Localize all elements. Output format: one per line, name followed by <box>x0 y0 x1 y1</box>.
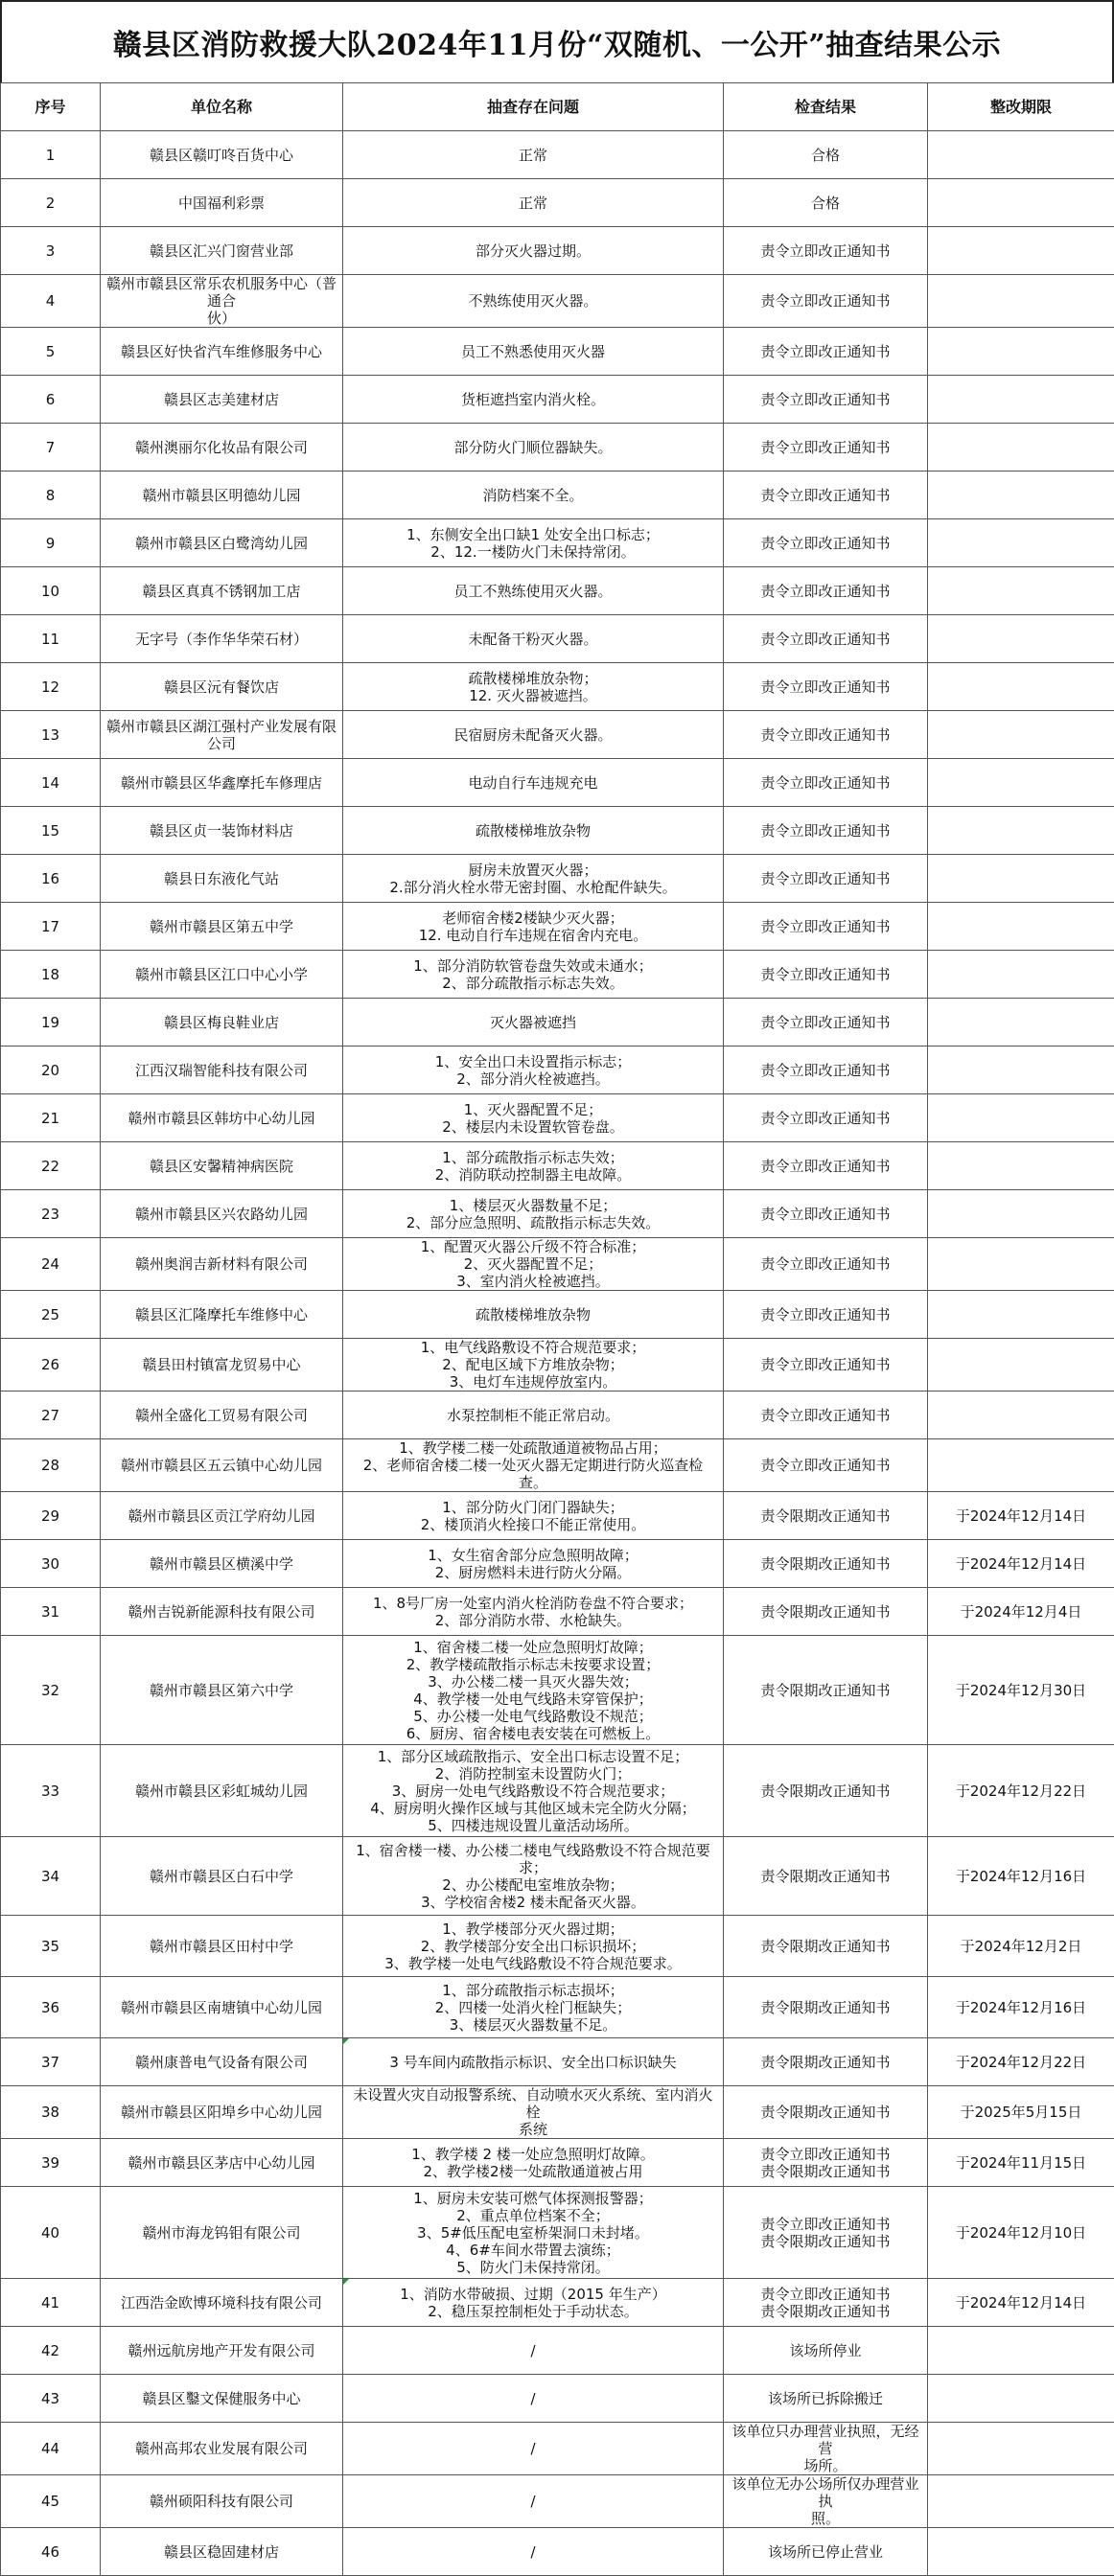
issue-text: 部分灭火器过期。 <box>343 227 724 275</box>
deadline-text: 于2024年12月2日 <box>928 1916 1114 1977</box>
unit-name: 赣州市赣县区贡江学府幼儿园 <box>101 1492 343 1540</box>
row-index: 41 <box>1 2279 101 2327</box>
row-index: 34 <box>1 1837 101 1916</box>
result-text: 该单位无办公场所仅办理营业执 照。 <box>724 2475 928 2528</box>
result-text: 责令限期改正通知书 <box>724 1492 928 1540</box>
deadline-text <box>928 131 1114 179</box>
unit-name: 江西浩金欧博环境科技有限公司 <box>101 2279 343 2327</box>
row-index: 19 <box>1 999 101 1046</box>
issue-text: 疏散楼梯堆放杂物 <box>343 807 724 855</box>
table-row <box>1 1745 1114 1837</box>
table-row <box>1 2327 1114 2375</box>
unit-name: 赣州市赣县区明德幼儿园 <box>101 472 343 519</box>
unit-name: 赣州市赣县区湖江强村产业发展有限公司 <box>101 711 343 759</box>
deadline-text <box>928 275 1114 328</box>
deadline-text <box>928 1046 1114 1094</box>
row-index: 18 <box>1 951 101 999</box>
deadline-text <box>928 759 1114 807</box>
deadline-text: 于2024年11月15日 <box>928 2139 1114 2187</box>
table-body <box>1 131 1114 2576</box>
result-text: 责令立即改正通知书 <box>724 519 928 567</box>
unit-name: 赣州奥润吉新材料有限公司 <box>101 1238 343 1291</box>
deadline-text <box>928 807 1114 855</box>
result-text: 责令立即改正通知书 <box>724 951 928 999</box>
unit-name: 赣县区梅良鞋业店 <box>101 999 343 1046</box>
table-row <box>1 472 1114 519</box>
row-index: 42 <box>1 2327 101 2375</box>
unit-name: 赣州高邦农业发展有限公司 <box>101 2423 343 2475</box>
deadline-text <box>928 424 1114 472</box>
table-row <box>1 1190 1114 1238</box>
issue-text: 消防档案不全。 <box>343 472 724 519</box>
issue-text: 1、厨房未安装可燃气体探测报警器； 2、重点单位档案不全； 3、5#低压配电室桥架洞口未封堵。 4、6#车间水带置去演练； 5、防火门未保持常闭。 <box>343 2187 724 2279</box>
row-index: 3 <box>1 227 101 275</box>
unit-name: 赣州市赣县区华鑫摩托车修理店 <box>101 759 343 807</box>
deadline-text <box>928 951 1114 999</box>
table-row <box>1 328 1114 376</box>
table-row <box>1 519 1114 567</box>
issue-text: 1、部分疏散指示标志损坏； 2、四楼一处消火栓门框缺失； 3、楼层灭火器数量不足。 <box>343 1977 724 2038</box>
table-row <box>1 179 1114 227</box>
result-text: 责令立即改正通知书 <box>724 903 928 951</box>
table-row <box>1 2038 1114 2086</box>
deadline-text <box>928 1238 1114 1291</box>
row-index: 33 <box>1 1745 101 1837</box>
table-row <box>1 855 1114 903</box>
result-text: 责令立即改正通知书 <box>724 1339 928 1392</box>
row-index: 4 <box>1 275 101 328</box>
table-row <box>1 615 1114 663</box>
issue-text: 正常 <box>343 131 724 179</box>
issue-text: 1、部分疏散指示标志失效； 2、消防联动控制器主电故障。 <box>343 1142 724 1190</box>
result-text: 责令立即改正通知书 <box>724 1142 928 1190</box>
result-text: 责令立即改正通知书 <box>724 1046 928 1094</box>
issue-text: 部分防火门顺位器缺失。 <box>343 424 724 472</box>
issue-text: 未设置火灾自动报警系统、自动喷水灭火系统、室内消火栓 系统 <box>343 2086 724 2139</box>
deadline-text <box>928 328 1114 376</box>
table-row <box>1 759 1114 807</box>
issue-text: 未配备干粉灭火器。 <box>343 615 724 663</box>
unit-name: 赣州市赣县区白鹭湾幼儿园 <box>101 519 343 567</box>
deadline-text <box>928 1291 1114 1339</box>
issue-text: 电动自行车违规充电 <box>343 759 724 807</box>
row-index: 5 <box>1 328 101 376</box>
unit-name: 赣州市赣县区第五中学 <box>101 903 343 951</box>
table-row <box>1 1142 1114 1190</box>
deadline-text <box>928 1142 1114 1190</box>
table-row <box>1 1916 1114 1977</box>
header-deadline: 整改期限 <box>928 83 1114 131</box>
result-text: 责令立即改正通知书 <box>724 1291 928 1339</box>
header-unit-name: 单位名称 <box>101 83 343 131</box>
table-row <box>1 1094 1114 1142</box>
row-index: 1 <box>1 131 101 179</box>
unit-name: 赣县区汇兴门窗营业部 <box>101 227 343 275</box>
deadline-text <box>928 376 1114 424</box>
result-text: 该场所已拆除搬迁 <box>724 2375 928 2423</box>
issue-text: 1、部分防火门闭门器缺失； 2、楼顶消火栓接口不能正常使用。 <box>343 1492 724 1540</box>
table-row <box>1 1291 1114 1339</box>
issue-text: 疏散楼梯堆放杂物； 12. 灭火器被遮挡。 <box>343 663 724 711</box>
row-index: 39 <box>1 2139 101 2187</box>
issue-text: 疏散楼梯堆放杂物 <box>343 1291 724 1339</box>
deadline-text <box>928 903 1114 951</box>
issue-text: 员工不熟练使用灭火器。 <box>343 567 724 615</box>
deadline-text <box>928 2375 1114 2423</box>
row-index: 35 <box>1 1916 101 1977</box>
result-text: 责令立即改正通知书 <box>724 1190 928 1238</box>
result-text: 责令立即改正通知书 <box>724 275 928 328</box>
deadline-text <box>928 2528 1114 2576</box>
unit-name: 赣县区汇隆摩托车维修中心 <box>101 1291 343 1339</box>
issue-text: 1、女生宿舍部分应急照明故障； 2、厨房燃料未进行防火分隔。 <box>343 1540 724 1588</box>
row-index: 40 <box>1 2187 101 2279</box>
row-index: 25 <box>1 1291 101 1339</box>
result-text: 责令立即改正通知书 <box>724 1094 928 1142</box>
issue-text: 水泵控制柜不能正常启动。 <box>343 1392 724 1439</box>
table-row <box>1 1392 1114 1439</box>
result-text: 责令立即改正通知书 <box>724 227 928 275</box>
row-index: 27 <box>1 1392 101 1439</box>
unit-name: 赣州吉锐新能源科技有限公司 <box>101 1588 343 1636</box>
deadline-text: 于2025年5月15日 <box>928 2086 1114 2139</box>
issue-text: / <box>343 2327 724 2375</box>
result-text: 该场所已停止营业 <box>724 2528 928 2576</box>
table-row <box>1 2423 1114 2475</box>
result-text: 责令限期改正通知书 <box>724 1636 928 1745</box>
issue-text: 1、宿舍楼一楼、办公楼二楼电气线路敷设不符合规范要 求； 2、办公楼配电室堆放杂物； 3、学校宿舍楼2 楼未配备灭火器。 <box>343 1837 724 1916</box>
deadline-text: 于2024年12月14日 <box>928 2279 1114 2327</box>
row-index: 6 <box>1 376 101 424</box>
row-index: 17 <box>1 903 101 951</box>
table-row <box>1 131 1114 179</box>
unit-name: 赣州市赣县区南塘镇中心幼儿园 <box>101 1977 343 2038</box>
unit-name: 赣县区志美建材店 <box>101 376 343 424</box>
unit-name: 赣州市海龙钨钼有限公司 <box>101 2187 343 2279</box>
result-text: 该场所停业 <box>724 2327 928 2375</box>
result-text: 责令立即改正通知书 责令限期改正通知书 <box>724 2187 928 2279</box>
deadline-text <box>928 615 1114 663</box>
result-text: 责令限期改正通知书 <box>724 2086 928 2139</box>
deadline-text <box>928 1190 1114 1238</box>
table-row <box>1 2528 1114 2576</box>
result-text: 责令立即改正通知书 <box>724 759 928 807</box>
table-row <box>1 275 1114 328</box>
result-text: 责令立即改正通知书 <box>724 999 928 1046</box>
deadline-text: 于2024年12月16日 <box>928 1977 1114 2038</box>
result-text: 责令限期改正通知书 <box>724 1588 928 1636</box>
table-row <box>1 663 1114 711</box>
issue-text: 1、8号厂房一处室内消火栓消防卷盘不符合要求； 2、部分消防水带、水枪缺失。 <box>343 1588 724 1636</box>
result-text: 责令立即改正通知书 <box>724 567 928 615</box>
row-index: 16 <box>1 855 101 903</box>
row-index: 45 <box>1 2475 101 2528</box>
issue-text: 1、灭火器配置不足； 2、楼层内未设置软管卷盘。 <box>343 1094 724 1142</box>
table-row <box>1 1837 1114 1916</box>
unit-name: 赣州远航房地产开发有限公司 <box>101 2327 343 2375</box>
table-row <box>1 999 1114 1046</box>
result-text: 责令限期改正通知书 <box>724 2038 928 2086</box>
result-text: 责令立即改正通知书 <box>724 1439 928 1492</box>
row-index: 44 <box>1 2423 101 2475</box>
row-index: 43 <box>1 2375 101 2423</box>
deadline-text <box>928 227 1114 275</box>
table-row <box>1 1046 1114 1094</box>
table-row <box>1 1977 1114 2038</box>
table-row <box>1 2375 1114 2423</box>
unit-name: 赣县区稳固建材店 <box>101 2528 343 2576</box>
table-row <box>1 711 1114 759</box>
table-row <box>1 951 1114 999</box>
row-index: 38 <box>1 2086 101 2139</box>
unit-name: 赣州市赣县区五云镇中心幼儿园 <box>101 1439 343 1492</box>
row-index: 7 <box>1 424 101 472</box>
issue-text: 1、宿舍楼二楼一处应急照明灯故障； 2、教学楼疏散指示标志未按要求设置； 3、办公楼二楼一具灭火器失效； 4、教学楼一处电气线路未穿管保护； 5、办公楼一处电气线路敷设不规范； 6、厨房、宿舍楼电表安装在可燃板上。 <box>343 1636 724 1745</box>
table-row <box>1 1540 1114 1588</box>
unit-name: 赣县区真真不锈钢加工店 <box>101 567 343 615</box>
issue-text: 1、电气线路敷设不符合规范要求； 2、配电区域下方堆放杂物； 3、电灯车违规停放室内。 <box>343 1339 724 1392</box>
result-text: 责令立即改正通知书 <box>724 615 928 663</box>
row-index: 2 <box>1 179 101 227</box>
unit-name: 赣州市赣县区田村中学 <box>101 1916 343 1977</box>
row-index: 21 <box>1 1094 101 1142</box>
unit-name: 赣州市赣县区兴农路幼儿园 <box>101 1190 343 1238</box>
unit-name: 赣县区赣叮咚百货中心 <box>101 131 343 179</box>
result-text: 责令立即改正通知书 <box>724 376 928 424</box>
row-index: 46 <box>1 2528 101 2576</box>
issue-text: 1、安全出口未设置指示标志； 2、部分消火栓被遮挡。 <box>343 1046 724 1094</box>
row-index: 12 <box>1 663 101 711</box>
issue-text: 不熟练使用灭火器。 <box>343 275 724 328</box>
deadline-text <box>928 519 1114 567</box>
unit-name: 赣州市赣县区韩坊中心幼儿园 <box>101 1094 343 1142</box>
row-index: 22 <box>1 1142 101 1190</box>
row-index: 9 <box>1 519 101 567</box>
unit-name: 赣县区贞一装饰材料店 <box>101 807 343 855</box>
unit-name: 赣州硕阳科技有限公司 <box>101 2475 343 2528</box>
unit-name: 赣州市赣县区阳埠乡中心幼儿园 <box>101 2086 343 2139</box>
row-index: 28 <box>1 1439 101 1492</box>
header-row <box>1 83 1114 131</box>
issue-text: 厨房未放置灭火器； 2.部分消火栓水带无密封圈、水枪配件缺失。 <box>343 855 724 903</box>
deadline-text: 于2024年12月10日 <box>928 2187 1114 2279</box>
unit-name: 赣州全盛化工贸易有限公司 <box>101 1392 343 1439</box>
deadline-text <box>928 1339 1114 1392</box>
unit-name: 赣县区安馨精神病医院 <box>101 1142 343 1190</box>
issue-text: 1、楼层灭火器数量不足； 2、部分应急照明、疏散指示标志失效。 <box>343 1190 724 1238</box>
row-index: 26 <box>1 1339 101 1392</box>
table-row <box>1 2279 1114 2327</box>
unit-name: 赣县区鑿文保健服务中心 <box>101 2375 343 2423</box>
result-text: 该单位只办理营业执照，无经营 场所。 <box>724 2423 928 2475</box>
issue-text: 货柜遮挡室内消火栓。 <box>343 376 724 424</box>
deadline-text: 于2024年12月14日 <box>928 1540 1114 1588</box>
deadline-text <box>928 855 1114 903</box>
row-index: 32 <box>1 1636 101 1745</box>
unit-name: 赣州康普电气设备有限公司 <box>101 2038 343 2086</box>
result-text: 责令立即改正通知书 <box>724 711 928 759</box>
row-index: 14 <box>1 759 101 807</box>
issue-text: / <box>343 2475 724 2528</box>
unit-name: 赣州市赣县区常乐农机服务中心（普通合 伙） <box>101 275 343 328</box>
result-text: 责令立即改正通知书 <box>724 663 928 711</box>
table-row <box>1 424 1114 472</box>
table-row <box>1 903 1114 951</box>
page-title: 赣县区消防救援大队2024年11月份“双随机、一公开”抽查结果公示 <box>0 0 1114 82</box>
table-row <box>1 376 1114 424</box>
issue-text: 1、东侧安全出口缺1 处安全出口标志； 2、12.一楼防火门未保持常闭。 <box>343 519 724 567</box>
row-index: 11 <box>1 615 101 663</box>
deadline-text: 于2024年12月30日 <box>928 1636 1114 1745</box>
row-index: 8 <box>1 472 101 519</box>
deadline-text <box>928 663 1114 711</box>
row-index: 30 <box>1 1540 101 1588</box>
unit-name: 赣县区沅有餐饮店 <box>101 663 343 711</box>
table-row <box>1 1636 1114 1745</box>
unit-name: 无字号（李作华华荣石材） <box>101 615 343 663</box>
table-row <box>1 1588 1114 1636</box>
row-index: 23 <box>1 1190 101 1238</box>
unit-name: 赣县田村镇富龙贸易中心 <box>101 1339 343 1392</box>
result-text: 责令立即改正通知书 责令限期改正通知书 <box>724 2139 928 2187</box>
result-text: 责令限期改正通知书 <box>724 1977 928 2038</box>
issue-text: 1、部分消防软管卷盘失效或未通水； 2、部分疏散指示标志失效。 <box>343 951 724 999</box>
row-index: 13 <box>1 711 101 759</box>
result-text: 责令限期改正通知书 <box>724 1745 928 1837</box>
table-row <box>1 1439 1114 1492</box>
deadline-text <box>928 567 1114 615</box>
row-index: 24 <box>1 1238 101 1291</box>
unit-name: 赣县日东液化气站 <box>101 855 343 903</box>
deadline-text <box>928 2423 1114 2475</box>
deadline-text: 于2024年12月22日 <box>928 2038 1114 2086</box>
issue-text: / <box>343 2375 724 2423</box>
deadline-text <box>928 472 1114 519</box>
unit-name: 江西汉瑞智能科技有限公司 <box>101 1046 343 1094</box>
table-row <box>1 807 1114 855</box>
row-index: 10 <box>1 567 101 615</box>
header-issues: 抽查存在问题 <box>343 83 724 131</box>
result-text: 责令立即改正通知书 <box>724 807 928 855</box>
result-text: 责令立即改正通知书 <box>724 855 928 903</box>
inspection-table <box>0 82 1114 2576</box>
issue-text: / <box>343 2528 724 2576</box>
result-text: 责令立即改正通知书 <box>724 424 928 472</box>
issue-text: 1、配置灭火器公斤级不符合标准； 2、灭火器配置不足； 3、室内消火栓被遮挡。 <box>343 1238 724 1291</box>
unit-name: 赣州市赣县区茅店中心幼儿园 <box>101 2139 343 2187</box>
result-text: 责令立即改正通知书 <box>724 472 928 519</box>
deadline-text <box>928 999 1114 1046</box>
result-text: 责令立即改正通知书 <box>724 328 928 376</box>
deadline-text: 于2024年12月22日 <box>928 1745 1114 1837</box>
unit-name: 赣州澳丽尔化妆品有限公司 <box>101 424 343 472</box>
deadline-text: 于2024年12月16日 <box>928 1837 1114 1916</box>
issue-text: 3 号车间内疏散指示标识、安全出口标识缺失 <box>343 2038 724 2086</box>
unit-name: 赣县区好快省汽车维修服务中心 <box>101 328 343 376</box>
issue-text: 1、教学楼 2 楼一处应急照明灯故障。 2、教学楼2楼一处疏散通道被占用 <box>343 2139 724 2187</box>
row-index: 20 <box>1 1046 101 1094</box>
issue-text: 正常 <box>343 179 724 227</box>
issue-text: 灭火器被遮挡 <box>343 999 724 1046</box>
result-text: 合格 <box>724 131 928 179</box>
deadline-text: 于2024年12月4日 <box>928 1588 1114 1636</box>
deadline-text <box>928 711 1114 759</box>
issue-text: 1、教学楼二楼一处疏散通道被物品占用； 2、老师宿舍楼二楼一处灭火器无定期进行防火巡查检查。 <box>343 1439 724 1492</box>
table-row <box>1 1238 1114 1291</box>
issue-text: / <box>343 2423 724 2475</box>
unit-name: 赣州市赣县区第六中学 <box>101 1636 343 1745</box>
result-text: 责令限期改正通知书 <box>724 1540 928 1588</box>
table-row <box>1 2475 1114 2528</box>
header-index: 序号 <box>1 83 101 131</box>
deadline-text <box>928 179 1114 227</box>
issue-text: 员工不熟悉使用灭火器 <box>343 328 724 376</box>
table-row <box>1 227 1114 275</box>
result-text: 责令限期改正通知书 <box>724 1916 928 1977</box>
table-row <box>1 567 1114 615</box>
issue-text: 1、教学楼部分灭火器过期； 2、教学楼部分安全出口标识损坏； 3、教学楼一处电气线路敷设不符合规范要求。 <box>343 1916 724 1977</box>
row-index: 29 <box>1 1492 101 1540</box>
deadline-text <box>928 1439 1114 1492</box>
row-index: 31 <box>1 1588 101 1636</box>
result-text: 合格 <box>724 179 928 227</box>
result-text: 责令立即改正通知书 责令限期改正通知书 <box>724 2279 928 2327</box>
row-index: 37 <box>1 2038 101 2086</box>
deadline-text: 于2024年12月14日 <box>928 1492 1114 1540</box>
unit-name: 赣州市赣县区江口中心小学 <box>101 951 343 999</box>
deadline-text <box>928 2475 1114 2528</box>
unit-name: 中国福利彩票 <box>101 179 343 227</box>
table-row <box>1 1339 1114 1392</box>
result-text: 责令立即改正通知书 <box>724 1392 928 1439</box>
table-row <box>1 1492 1114 1540</box>
deadline-text <box>928 2327 1114 2375</box>
table-row <box>1 2187 1114 2279</box>
header-result: 检查结果 <box>724 83 928 131</box>
deadline-text <box>928 1392 1114 1439</box>
table-row <box>1 2086 1114 2139</box>
result-text: 责令立即改正通知书 <box>724 1238 928 1291</box>
unit-name: 赣州市赣县区彩虹城幼儿园 <box>101 1745 343 1837</box>
result-text: 责令限期改正通知书 <box>724 1837 928 1916</box>
issue-text: 民宿厨房未配备灭火器。 <box>343 711 724 759</box>
issue-text: 1、消防水带破损、过期（2015 年生产） 2、稳压泵控制柜处于手动状态。 <box>343 2279 724 2327</box>
unit-name: 赣州市赣县区白石中学 <box>101 1837 343 1916</box>
unit-name: 赣州市赣县区横溪中学 <box>101 1540 343 1588</box>
table-row <box>1 2139 1114 2187</box>
row-index: 36 <box>1 1977 101 2038</box>
deadline-text <box>928 1094 1114 1142</box>
issue-text: 1、部分区域疏散指示、安全出口标志设置不足； 2、消防控制室未设置防火门； 3、厨房一处电气线路敷设不符合规范要求； 4、厨房明火操作区域与其他区域未完全防火分隔； 5、四楼违规设置儿童活动场所。 <box>343 1745 724 1837</box>
row-index: 15 <box>1 807 101 855</box>
issue-text: 老师宿舍楼2楼缺少灭火器； 12. 电动自行车违规在宿舍内充电。 <box>343 903 724 951</box>
